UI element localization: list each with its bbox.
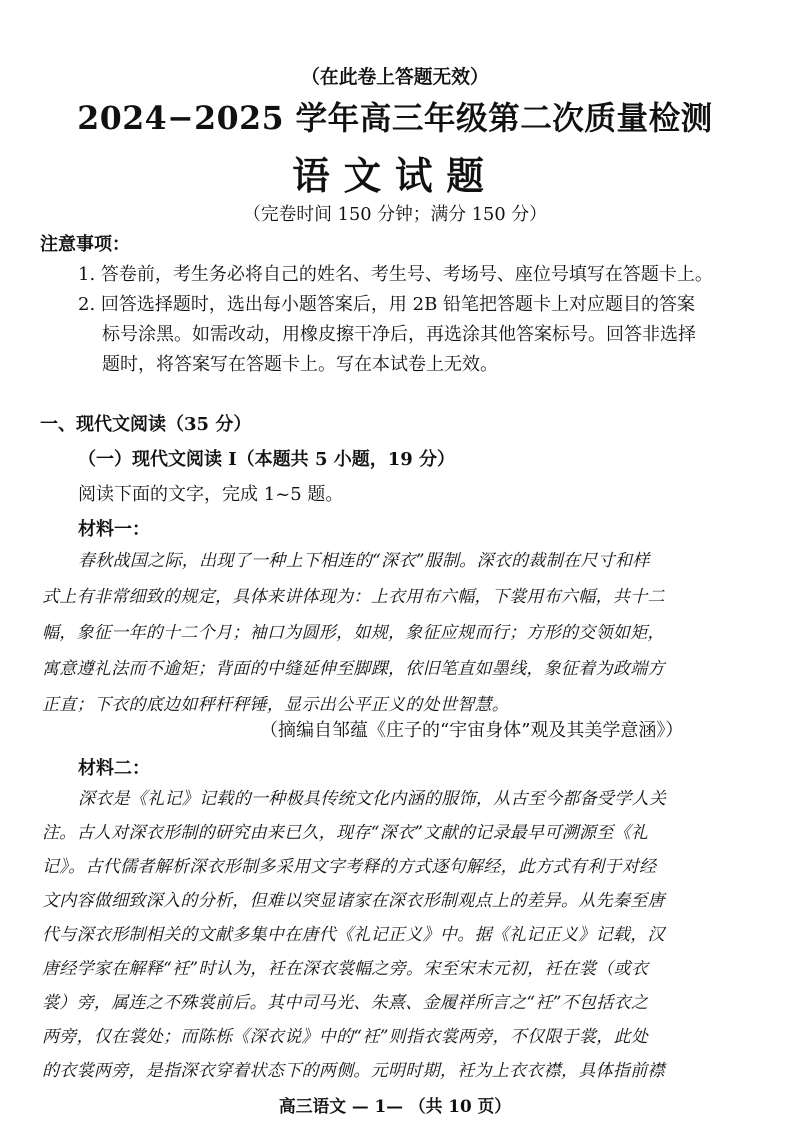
subject-title: 语文试题 [292, 153, 498, 198]
material-two-label: 材料二： [78, 758, 150, 779]
section-title: 一、现代文阅读（35 分） [40, 414, 252, 435]
material-one-line: 寓意遵礼法而不逾矩；背面的中缝延伸至脚踝，依旧笔直如墨线，象征着为政端方 [42, 659, 665, 679]
material-one-line: 幅，象征一年的十二个月；袖口为圆形，如规，象征应规而行；方形的交领如矩， [42, 623, 665, 643]
material-two-line: 裳）旁，属连之不殊裳前后。其中司马光、朱熹、金履祥所言之“衽”不包括衣之 [42, 993, 649, 1013]
time-info: （完卷时间 150 分钟；满分 150 分） [243, 204, 547, 225]
material-one-line: 春秋战国之际，出现了一种上下相连的“深衣”服制。深衣的裁制在尺寸和样 [78, 551, 650, 571]
material-two-line: 的衣裳两旁，是指深衣穿着状态下的两侧。元明时期，衽为上衣衣襟，具体指前襟 [42, 1061, 665, 1081]
instruction-line: 1. 答卷前，考生务必将自己的姓名、考生号、考场号、座位号填写在答题卡上。 [78, 264, 713, 285]
instructions-heading: 注意事项： [40, 234, 130, 255]
exam-title: 2024−2025 学年高三年级第二次质量检测 [77, 99, 713, 137]
material-one-label: 材料一： [78, 519, 150, 540]
material-two-line: 记》。古代儒者解析深衣形制多采用文字考释的方式逐句解经，此方式有利于对经 [42, 857, 657, 877]
material-one-line: 正直；下衣的底边如秤杆秤锤，显示出公平正义的处世智慧。 [42, 695, 510, 715]
instruction-line: 2. 回答选择题时，选出每小题答案后，用 2B 铅笔把答题卡上对应题目的答案 [78, 294, 696, 315]
material-one-line: 式上有非常细致的规定，具体来讲体现为：上衣用布六幅，下裳用布六幅，共十二 [42, 587, 665, 607]
material-one-source: （摘编自邹蕴《庄子的“宇宙身体”观及其美学意涵》） [260, 720, 684, 741]
instruction-line: 题时，将答案写在答题卡上。写在本试卷上无效。 [102, 354, 498, 375]
material-two-line: 深衣是《礼记》记载的一种极具传统文化内涵的服饰，从古至今都备受学人关 [78, 789, 667, 809]
material-two-line: 注。古人对深衣形制的研究由来已久，现存“深衣”文献的记录最早可溯源至《礼 [42, 823, 649, 843]
material-two-line: 两旁，仅在裳处；而陈栎《深衣说》中的“衽”则指衣裳两旁，不仅限于裳，此处 [42, 1027, 649, 1047]
reading-instruction: 阅读下面的文字，完成 1~5 题。 [78, 484, 344, 505]
material-two-line: 代与深衣形制相关的文献多集中在唐代《礼记正义》中。据《礼记正义》记载，汉 [42, 925, 665, 945]
instruction-line: 标号涂黑。如需改动，用橡皮擦干净后，再选涂其他答案标号。回答非选择 [102, 324, 696, 345]
no-answer-notice: （在此卷上答题无效） [301, 66, 489, 88]
section-subtitle: （一）现代文阅读 I（本题共 5 小题，19 分） [78, 449, 456, 470]
material-two-line: 文内容做细致深入的分析，但难以突显诸家在深衣形制观点上的差异。从先秦至唐 [42, 891, 665, 911]
material-two-line: 唐经学家在解释“衽”时认为，衽在深衣裳幅之旁。宋至宋末元初，衽在裳（或衣 [42, 959, 649, 979]
page-footer: 高三语文 — 1— （共 10 页） [278, 1097, 512, 1117]
